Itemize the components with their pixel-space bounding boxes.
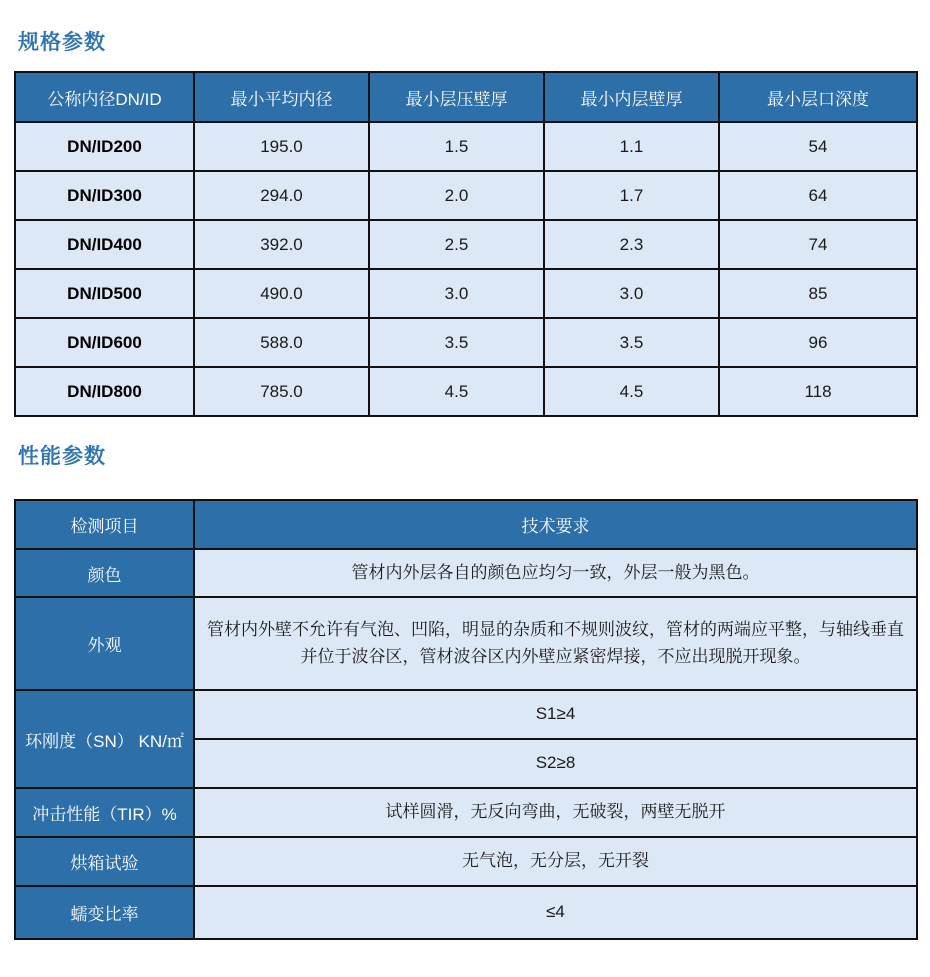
perf-requirement: 无气泡，无分层，无开裂 (194, 837, 917, 886)
spec-row-dnid600 (15, 318, 917, 367)
spec-cell-value: 4.5 (544, 367, 719, 416)
spec-header-row (15, 72, 917, 122)
spec-cell-value: 1.5 (369, 122, 544, 171)
spec-section-title: 规格参数 (18, 31, 106, 54)
spec-table (14, 71, 918, 417)
spec-cell-value: 785.0 (194, 367, 369, 416)
spec-row-dnid200 (15, 122, 917, 171)
spec-cell-value: 2.5 (369, 220, 544, 269)
spec-cell-value: 588.0 (194, 318, 369, 367)
spec-header-min-laminated-wall: 最小层压壁厚 (369, 72, 544, 122)
spec-header-min-avg-inner-diameter: 最小平均内径 (194, 72, 369, 122)
perf-header-row (15, 500, 917, 549)
perf-row-ring-stiffness-s1 (15, 690, 917, 739)
spec-cell-label: DN/ID600 (15, 318, 194, 367)
perf-requirement: 试样圆滑，无反向弯曲，无破裂，两壁无脱开 (194, 788, 917, 837)
perf-item-label: 环刚度（SN） KN/㎡ (15, 690, 194, 788)
perf-item-label: 颜色 (15, 549, 194, 597)
perf-item-label: 烘箱试验 (15, 837, 194, 886)
spec-cell-value: 3.0 (369, 269, 544, 318)
spec-cell-label: DN/ID400 (15, 220, 194, 269)
spec-cell-value: 118 (719, 367, 917, 416)
spec-header-min-inner-wall: 最小内层壁厚 (544, 72, 719, 122)
spec-row-dnid400 (15, 220, 917, 269)
perf-requirement: S2≥8 (194, 739, 917, 788)
spec-cell-label: DN/ID800 (15, 367, 194, 416)
spec-cell-value: 3.5 (369, 318, 544, 367)
spec-cell-label: DN/ID200 (15, 122, 194, 171)
perf-requirement: ≤4 (194, 886, 917, 939)
perf-requirement: 管材内外壁不允许有气泡、凹陷，明显的杂质和不规则波纹，管材的两端应平整，与轴线垂直并位于波谷区，管材波谷区内外壁应紧密焊接，不应出现脱开现象。 (194, 597, 917, 690)
spec-row-dnid300 (15, 171, 917, 220)
spec-cell-value: 3.0 (544, 269, 719, 318)
perf-header-test-item: 检测项目 (15, 500, 194, 549)
spec-cell-value: 1.1 (544, 122, 719, 171)
spec-cell-value: 54 (719, 122, 917, 171)
spec-cell-label: DN/ID500 (15, 269, 194, 318)
spec-cell-label: DN/ID300 (15, 171, 194, 220)
perf-row-color (15, 549, 917, 597)
spec-cell-value: 64 (719, 171, 917, 220)
spec-cell-value: 1.7 (544, 171, 719, 220)
spec-header-nominal-diameter: 公称内径DN/ID (15, 72, 194, 122)
spec-row-dnid800 (15, 367, 917, 416)
perf-requirement: S1≥4 (194, 690, 917, 739)
spec-cell-value: 96 (719, 318, 917, 367)
spec-cell-value: 2.0 (369, 171, 544, 220)
spec-cell-value: 85 (719, 269, 917, 318)
perf-row-appearance (15, 597, 917, 690)
perf-item-label: 蠕变比率 (15, 886, 194, 939)
spec-cell-value: 2.3 (544, 220, 719, 269)
perf-item-label: 外观 (15, 597, 194, 690)
perf-table (14, 499, 918, 940)
perf-row-oven-test (15, 837, 917, 886)
perf-row-impact (15, 788, 917, 837)
perf-requirement: 管材内外层各自的颜色应均匀一致，外层一般为黑色。 (194, 549, 917, 597)
perf-item-label: 冲击性能（TIR）% (15, 788, 194, 837)
spec-header-min-socket-depth: 最小层口深度 (719, 72, 917, 122)
spec-cell-value: 294.0 (194, 171, 369, 220)
spec-cell-value: 392.0 (194, 220, 369, 269)
spec-cell-value: 74 (719, 220, 917, 269)
perf-section-title: 性能参数 (18, 445, 106, 468)
perf-row-creep-ratio (15, 886, 917, 939)
perf-header-technical-requirement: 技术要求 (194, 500, 917, 549)
spec-cell-value: 3.5 (544, 318, 719, 367)
spec-cell-value: 490.0 (194, 269, 369, 318)
spec-cell-value: 4.5 (369, 367, 544, 416)
spec-row-dnid500 (15, 269, 917, 318)
spec-cell-value: 195.0 (194, 122, 369, 171)
